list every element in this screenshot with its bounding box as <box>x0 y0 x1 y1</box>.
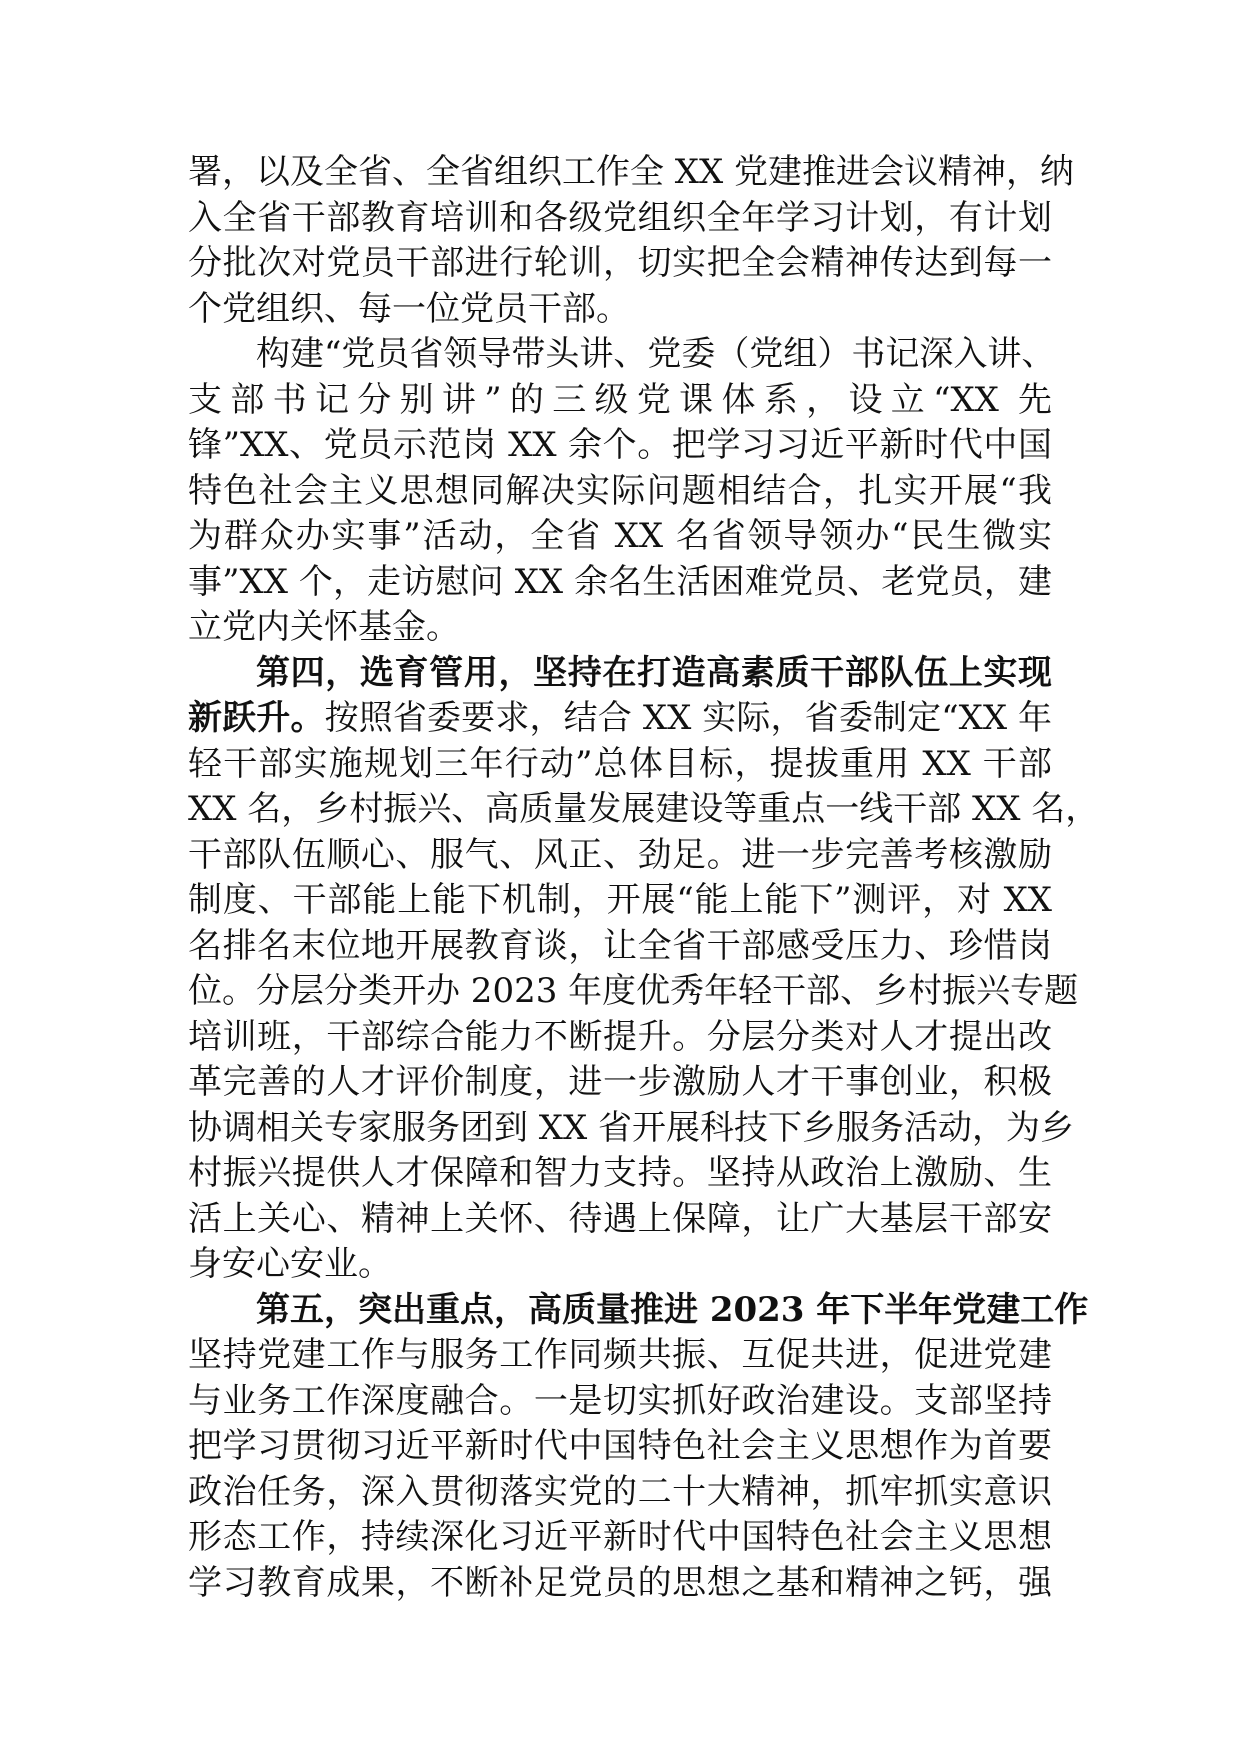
text-line: 协调相关专家服务团到 XX 省开展科技下乡服务活动，为乡 <box>188 1107 1075 1148</box>
text-line: 培训班，干部综合能力不断提升。分层分类对人才提出改 <box>188 1016 1052 1057</box>
text-line: XX 名，乡村振兴、高质量发展建设等重点一线干部 XX 名， <box>188 789 1100 829</box>
section-heading-tail: 新跃升。 <box>188 698 325 738</box>
text-line: 活上关心、精神上关怀、待遇上保障，让广大基层干部安 <box>188 1198 1052 1239</box>
paragraph-2 <box>188 332 1056 651</box>
text-line: 特色社会主义思想同解决实际问题相结合，扎实开展“我 <box>188 470 1052 511</box>
text-line: 革完善的人才评价制度，进一步激励人才干事创业，积极 <box>188 1062 1052 1102</box>
paragraph-3 <box>188 651 1100 1288</box>
section-heading-line: 第五，突出重点，高质量推进 2023 年下半年党建工作 <box>256 1289 1089 1330</box>
text-line: 把学习贯彻习近平新时代中国特色社会主义思想作为首要 <box>188 1426 1052 1466</box>
text-line: 政治任务，深入贯彻落实党的二十大精神，抓牢抓实意识 <box>188 1471 1052 1512</box>
text-line: 干部队伍顺心、服气、风正、劲足。进一步完善考核激励 <box>188 834 1052 875</box>
text-line: 事”XX 个，走访慰问 XX 余名生活困难党员、老党员，建 <box>188 561 1052 602</box>
text-line: 分批次对党员干部进行轮训，切实把全会精神传达到每一 <box>188 243 1052 283</box>
text-line: 形态工作，持续深化习近平新时代中国特色社会主义思想 <box>188 1517 1052 1557</box>
text-line: 学习教育成果，不断补足党员的思想之基和精神之钙，强 <box>188 1562 1052 1603</box>
text-line: 个党组织、每一位党员干部。 <box>188 288 630 329</box>
text-line: 构建“党员省领导带头讲、党委（党组）书记深入讲、 <box>256 334 1056 374</box>
text-line-rest: 按照省委要求，结合 XX 实际，省委制定“XX 年 <box>324 698 1053 738</box>
paragraph-4 <box>188 1288 1089 1607</box>
text-line: 立党内关怀基金。 <box>188 607 460 647</box>
text-line: 制度、干部能上能下机制，开展“能上能下”测评，对 XX <box>188 880 1052 920</box>
text-line: 名排名末位地开展教育谈，让全省干部感受压力、珍惜岗 <box>188 925 1052 966</box>
section-heading-line: 第四，选育管用，坚持在打造高素质干部队伍上实现 <box>256 652 1052 693</box>
text-line: 支部书记分别讲”的三级党课体系，设立“XX 先 <box>188 379 1052 420</box>
text-line: 与业务工作深度融合。一是切实抓好政治建设。支部坚持 <box>188 1380 1052 1421</box>
text-line: 身安心安业。 <box>188 1244 392 1284</box>
text-line: 村振兴提供人才保障和智力支持。坚持从政治上激励、生 <box>188 1153 1052 1193</box>
text-line: 位。分层分类开办 2023 年度优秀年轻干部、乡村振兴专题 <box>188 971 1079 1011</box>
paragraph-1 <box>188 150 1075 332</box>
text-line: 署，以及全省、全省组织工作全 XX 党建推进会议精神，纳 <box>188 152 1075 192</box>
text-line <box>188 696 1052 742</box>
text-line: 锋”XX、党员示范岗 XX 余个。把学习习近平新时代中国 <box>188 425 1052 465</box>
document-page <box>188 150 1100 1606</box>
text-line: 轻干部实施规划三年行动”总体目标，提拔重用 XX 干部 <box>188 743 1052 784</box>
text-line: 坚持党建工作与服务工作同频共振、互促共进，促进党建 <box>188 1335 1052 1375</box>
text-line: 入全省干部教育培训和各级党组织全年学习计划，有计划 <box>188 197 1052 238</box>
text-line: 为群众办实事”活动，全省 XX 名省领导领办“民生微实 <box>188 516 1052 556</box>
